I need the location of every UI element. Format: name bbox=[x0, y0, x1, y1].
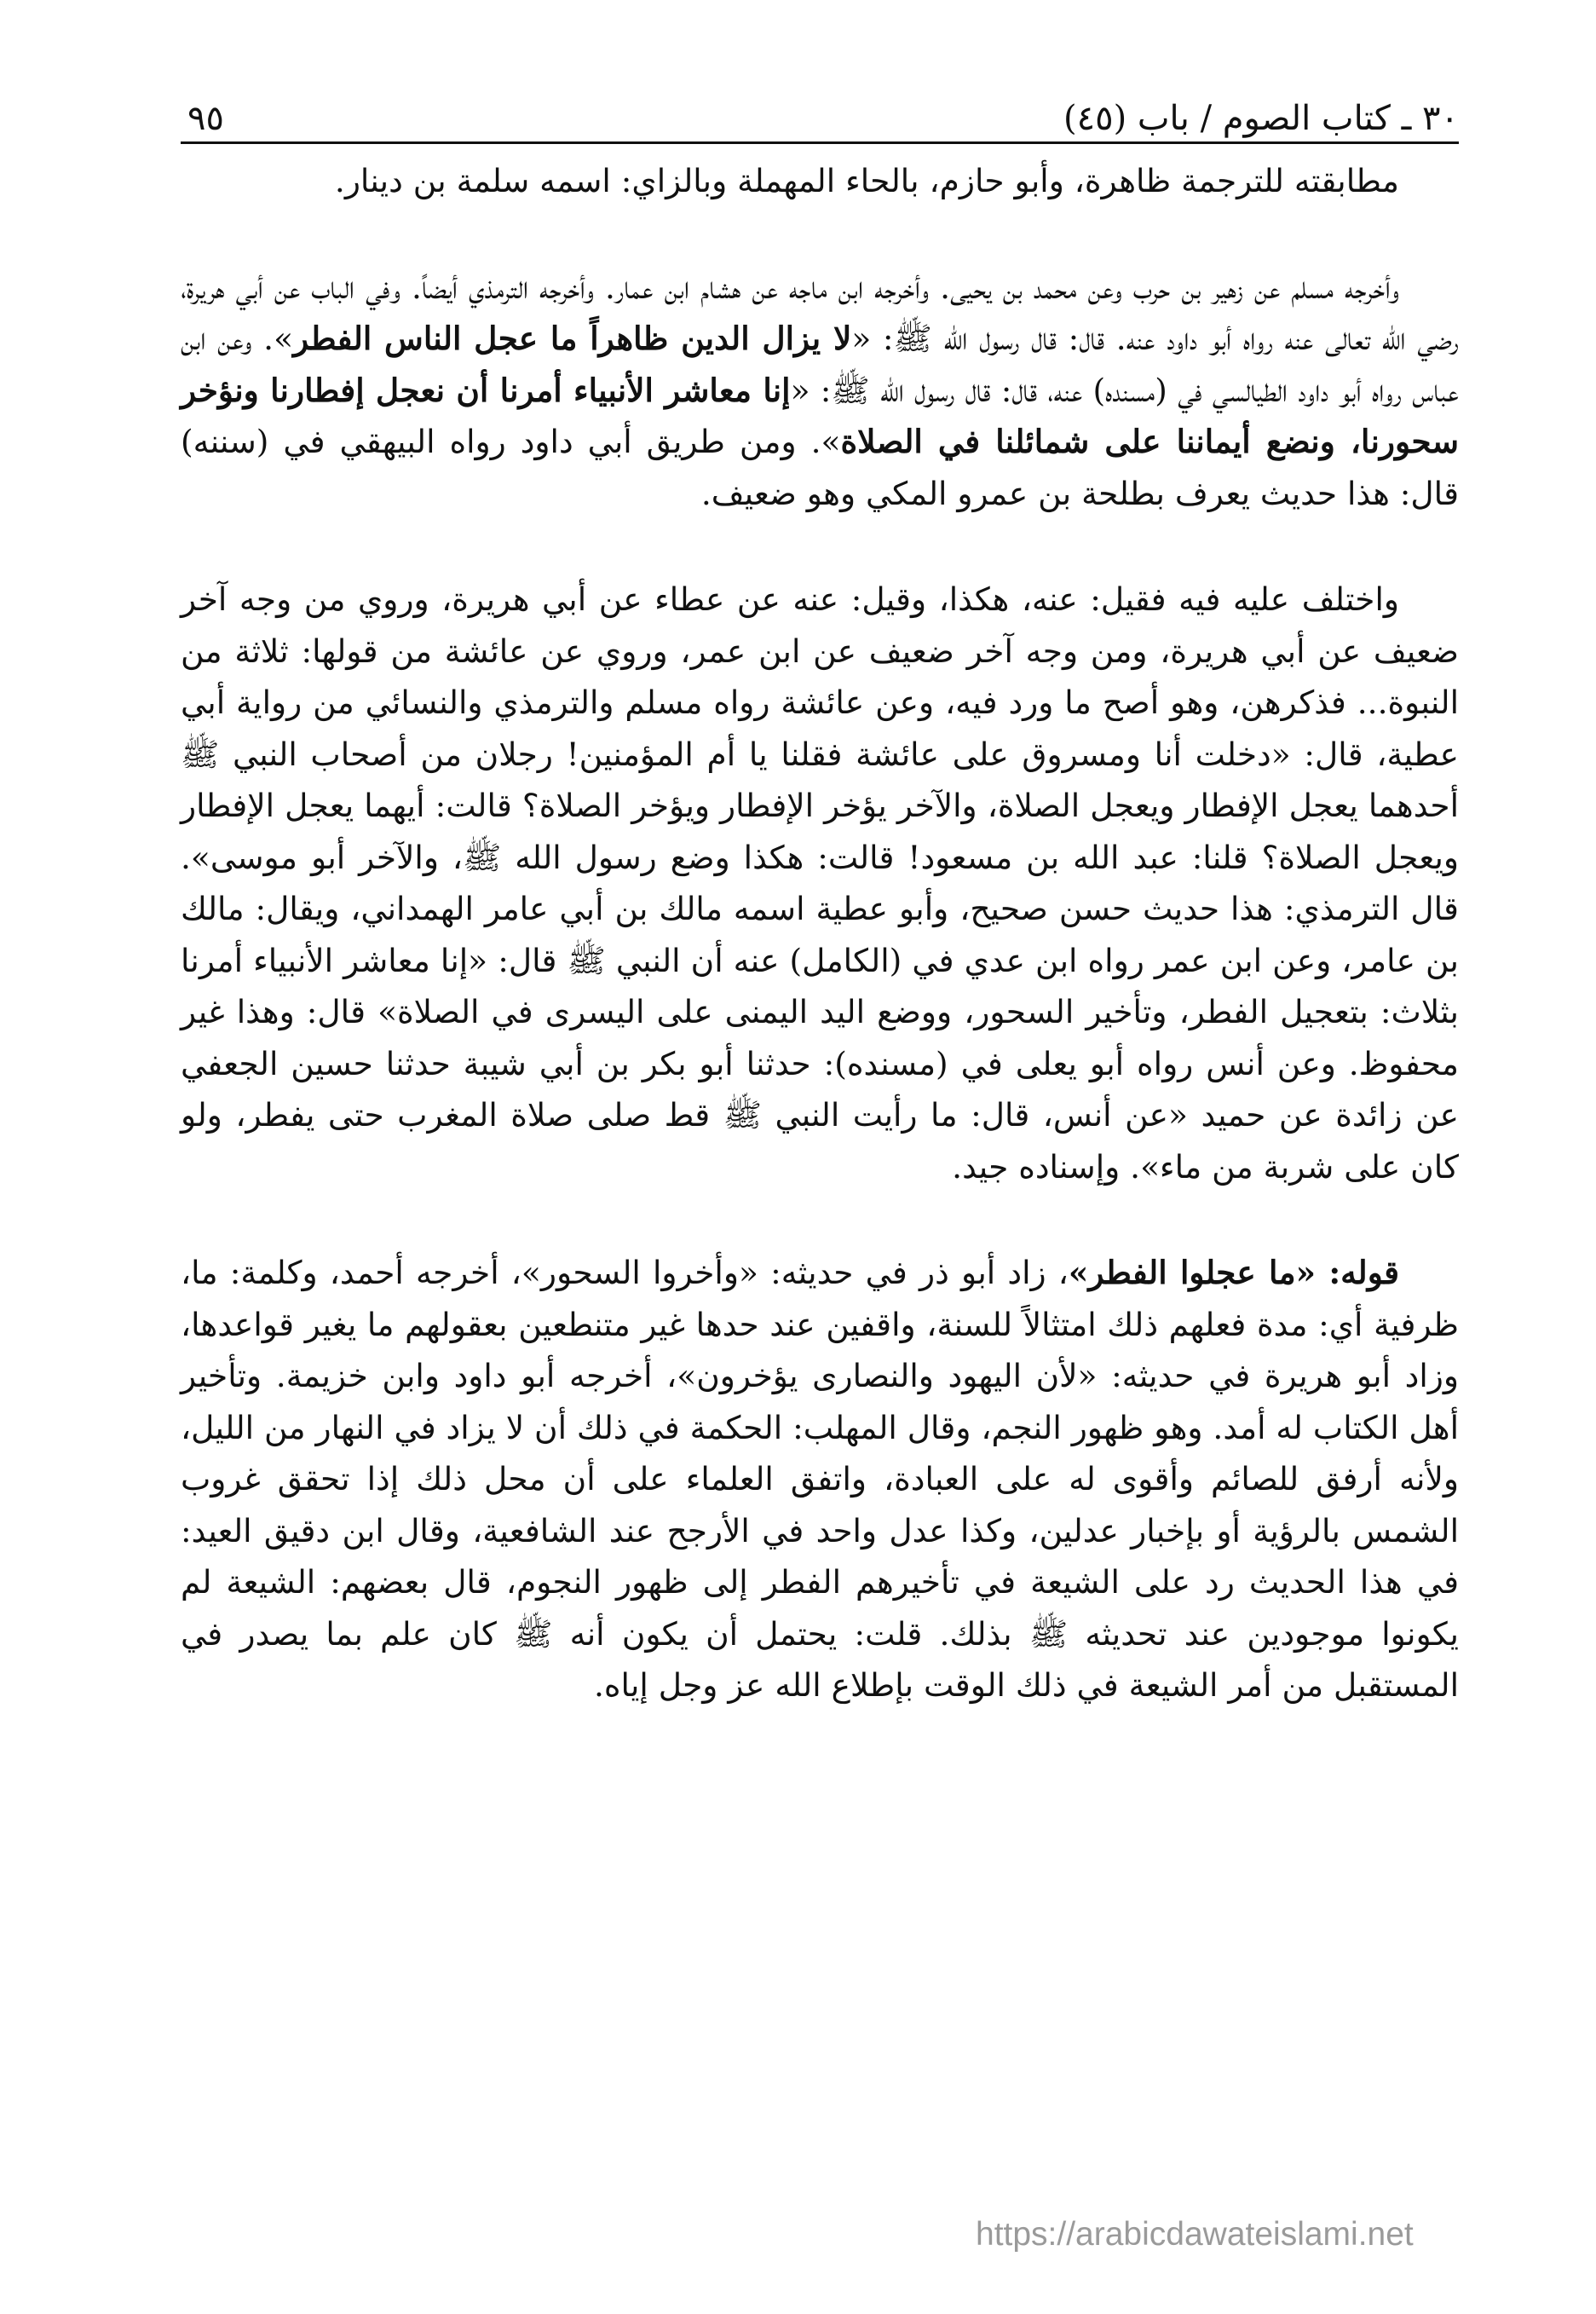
page-body bbox=[181, 155, 1459, 1711]
quoted-hadith-text: قوله: «ما عجلوا الفطر» bbox=[1068, 1254, 1399, 1291]
body-text: ». وعن ابن عباس رواه أبو داود الطيالسي في (مسنده) عنه، قال: قال رسول الله ﷺ: « bbox=[181, 320, 1460, 409]
book-page bbox=[181, 60, 1459, 2276]
body-text: وأخرجه مسلم عن زهير بن حرب وعن محمد بن يحيى. وأخرجه ابن ماجه عن هشام ابن عمار. وأخرجه الترمذي أيضاً. وفي الباب عن أبي هريرة، رضي الله تعالى عنه رواه أبو داود عنه. قال: قال رسول الله ﷺ: « bbox=[181, 268, 1459, 357]
body-text: واختلف عليه فيه فقيل: عنه، هكذا، وقيل: عنه عن عطاء عن أبي هريرة، وروي من وجه آخر ضعيف عن أبي هريرة، ومن وجه آخر ضعيف عن ابن عمر، وروي عن عائشة من قولها: ثلاثة من النبوة... فذكرهن، وهو أصح ما ورد فيه، وعن عائشة رواه مسلم والترمذي والنسائي من رواية أبي عطية، قال: «دخلت أنا ومسروق على عائشة فقلنا يا أم المؤمنين! رجلان من أصحاب النبي ﷺ أحدهما يعجل الإفطار ويعجل الصلاة، والآخر يؤخر الإفطار ويؤخر الصلاة؟ قالت: أيهما يعجل الإفطار ويعجل الصلاة؟ قلنا: عبد الله بن مسعود! قالت: هكذا وضع رسول الله ﷺ، والآخر أبو موسى». قال الترمذي: هذا حديث حسن صحيح، وأبو عطية اسمه مالك بن أبي عامر الهمداني، ويقال: مالك بن عامر، وعن ابن عمر رواه ابن عدي في (الكامل) عنه أن النبي ﷺ قال: «إنا معاشر الأنبياء أمرنا بثلاث: بتعجيل الفطر، وتأخير السحور، ووضع اليد اليمنى على اليسرى في الصلاة» قال: وهذا غير محفوظ. وعن أنس رواه أبو يعلى في (مسنده): حدثنا أبو بكر بن أبي شيبة حدثنا حسين الجعفي عن زائدة عن حميد «عن أنس، قال: ما رأيت النبي ﷺ قط صلى صلاة المغرب حتى يفطر، ولو كان على شربة من ماء». وإسناده جيد. bbox=[181, 580, 1459, 1186]
page-number: ٩٥ bbox=[187, 99, 224, 138]
page-header bbox=[181, 78, 1459, 138]
body-text: مطابقته للترجمة ظاهرة، وأبو حازم، بالحاء المهملة وبالزاي: اسمه سلمة بن دينار. bbox=[334, 162, 1399, 199]
body-text: ». ومن طريق أبي داود رواه البيهقي في (سننه) قال: هذا حديث يعرف بطلحة بن عمرو المكي وهو ضعيف. bbox=[181, 423, 1459, 512]
quoted-hadith-text: إنا معاشر الأنبياء أمرنا أن نعجل إفطارنا ونؤخر سحورنا، ونضع أيماننا على شمائلنا في الصلاة bbox=[181, 371, 1460, 460]
paragraph bbox=[181, 155, 1459, 207]
body-text: ، زاد أبو ذر في حديثه: «وأخروا السحور»، أخرجه أحمد، وكلمة: ما، ظرفية أي: مدة فعلهم ذلك امتثالاً للسنة، واقفين عند حدها غير متنطعين بعقولهم ما يغير قواعدها، وزاد أبو هريرة في حديثه: «لأن اليهود والنصارى يؤخرون»، أخرجه أبو داود وابن خزيمة. وتأخير أهل الكتاب له أمد. وهو ظهور النجم، وقال المهلب: الحكمة في ذلك أن لا يزاد في النهار من الليل، ولأنه أرفق للصائم وأقوى له على العبادة، واتفق العلماء على أن محل ذلك إذا تحقق غروب الشمس بالرؤية أو بإخبار عدلين، وكذا عدل واحد في الأرجح عند الشافعية، وقال ابن دقيق العيد: في هذا الحديث رد على الشيعة في تأخيرهم الفطر إلى ظهور النجوم، قال بعضهم: الشيعة لم يكونوا موجودين عند تحديثه ﷺ بذلك. قلت: يحتمل أن يكون أنه ﷺ كان علم بما يصدر في المستقبل من أمر الشيعة في ذلك الوقت بإطلاع الله عز وجل إياه. bbox=[181, 1254, 1459, 1704]
quoted-hadith-text: لا يزال الدين ظاهراً ما عجل الناس الفطر bbox=[293, 320, 852, 357]
site-watermark: https://arabicdawateislami.net bbox=[976, 2216, 1414, 2253]
header-divider bbox=[181, 141, 1459, 144]
paragraph-gap bbox=[181, 519, 1459, 574]
chapter-title: ٣٠ ـ كتاب الصوم / باب (٤٥) bbox=[1063, 99, 1459, 138]
paragraph bbox=[181, 1247, 1459, 1711]
paragraph bbox=[181, 574, 1459, 1192]
paragraph bbox=[181, 262, 1459, 520]
paragraph-gap bbox=[181, 1192, 1459, 1247]
paragraph-gap bbox=[181, 207, 1459, 262]
